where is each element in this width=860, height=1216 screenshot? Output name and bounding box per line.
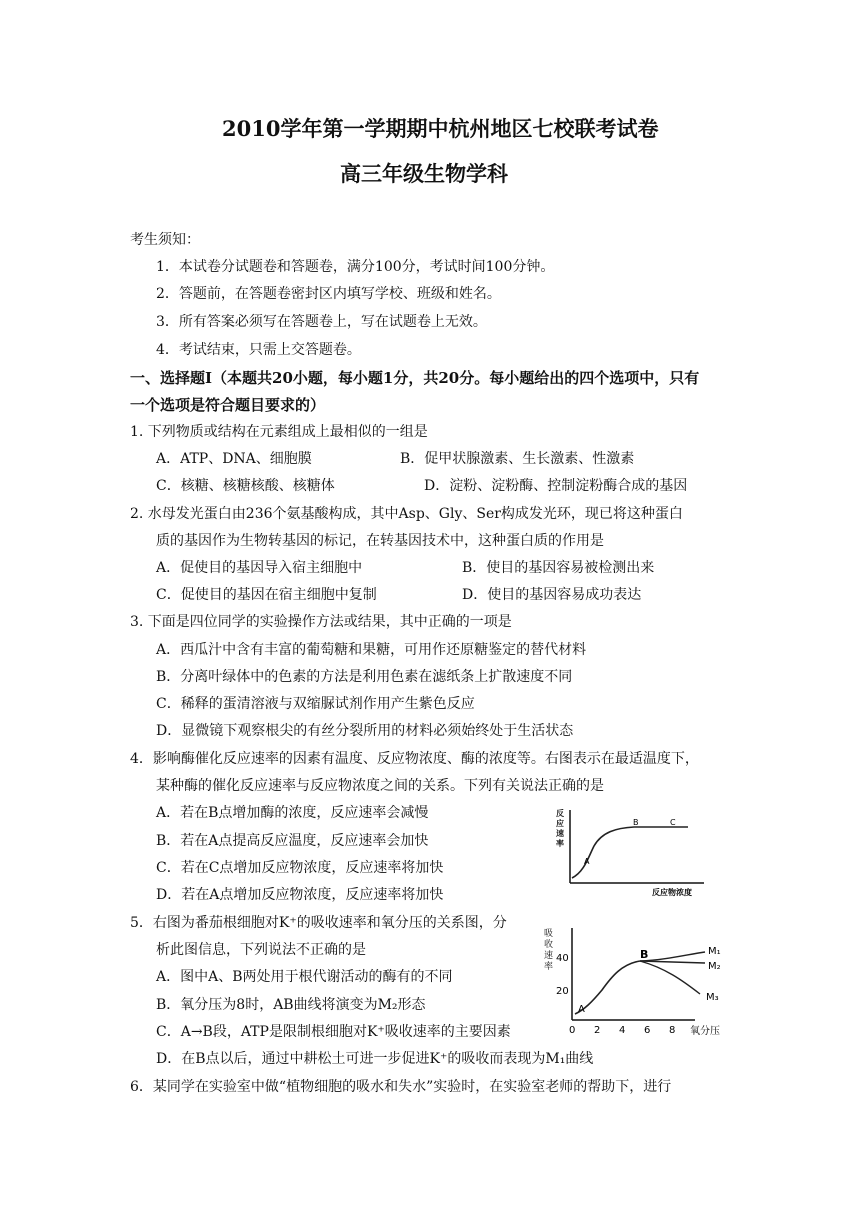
option-b: B．促甲状腺激素、生长激素、性激素 [400, 451, 635, 467]
question-stem: 3. 下面是四位同学的实验操作方法或结果，其中正确的一项是 [130, 614, 512, 630]
m2-label: M₂ [708, 961, 721, 972]
y-axis-label-char: 速 [556, 829, 564, 838]
option-c: C．促使目的基因在宿主细胞中复制 [156, 587, 377, 603]
k-absorption-figure [540, 924, 730, 1044]
notice-item: 3．所有答案必须写在答题卷上，写在试题卷上无效。 [156, 314, 487, 330]
y-tick-label: 40 [556, 953, 569, 964]
option-c: C．核糖、核糖核酸、核糖体 [156, 478, 335, 494]
point-b-label: B [633, 818, 639, 827]
question-stem: 6．某同学在实验室中做“植物细胞的吸水和失水”实验时，在实验室老师的帮助下，进行 [130, 1079, 672, 1095]
option-d: D．使目的基因容易成功表达 [462, 587, 642, 603]
x-tick-label: 8 [669, 1025, 676, 1036]
page-subtitle: 高三年级生物学科 [340, 161, 508, 186]
notice-item: 2．答题前，在答题卷密封区内填写学校、班级和姓名。 [156, 286, 501, 302]
option-b: B．使目的基因容易被检测出来 [462, 560, 655, 576]
curve-m1 [640, 952, 705, 961]
rate-curve [572, 827, 688, 878]
x-tick-label: 0 [569, 1025, 576, 1036]
option-a: A．ATP、DNA、细胞膜 [156, 451, 312, 467]
y-tick-label: 20 [556, 986, 569, 997]
question-stem: 1. 下列物质或结构在元素组成上最相似的一组是 [130, 424, 428, 440]
question-stem: 5．右图为番茄根细胞对K⁺的吸收速率和氧分压的关系图，分 [130, 915, 507, 931]
notice-item: 4．考试结束，只需上交答题卷。 [156, 342, 361, 358]
question-stem: 4．影响酶催化反应速率的因素有温度、反应物浓度、酶的浓度等。右图表示在最适温度下， [130, 751, 699, 767]
question-stem: 2. 水母发光蛋白由236个氨基酸构成，其中Asp、Gly、Ser构成发光环，现已将这种蛋白 [130, 506, 683, 522]
m1-label: M₁ [708, 946, 721, 957]
y-axis-label-char: 应 [556, 819, 564, 828]
question-stem-cont: 质的基因作为生物转基因的标记，在转基因技术中，这种蛋白质的作用是 [156, 533, 604, 549]
x-axis-label: 反应物浓度 [652, 888, 692, 897]
curve-m2 [640, 961, 705, 963]
point-c-label: C [670, 818, 676, 827]
option-d: D．若在A点增加反应物浓度，反应速率将加快 [156, 887, 444, 903]
option-a: A．图中A、B两处用于根代谢活动的酶有的不同 [156, 969, 453, 985]
page-title: 2010学年第一学期期中杭州地区七校联考试卷 [222, 116, 659, 141]
point-a-label: A [578, 1004, 585, 1015]
question-stem-cont: 析此图信息，下列说法不正确的是 [156, 942, 366, 958]
m3-label: M₃ [706, 992, 719, 1003]
enzyme-rate-figure [556, 806, 706, 898]
x-axis-label: 氧分压 [690, 1026, 720, 1037]
option-a: A．若在B点增加酶的浓度，反应速率会减慢 [156, 805, 429, 821]
option-d: D．在B点以后，通过中耕松土可进一步促进K⁺的吸收而表现为M₁曲线 [156, 1051, 594, 1067]
option-a: A．促使目的基因导入宿主细胞中 [156, 560, 363, 576]
y-axis-label-char: 反 [556, 809, 564, 818]
option-b: B．若在A点提高反应温度，反应速率会加快 [156, 833, 429, 849]
y-axis-label-char: 率 [556, 839, 564, 848]
x-tick-label: 6 [644, 1025, 651, 1036]
option-b: B．氧分压为8时，AB曲线将演变为M₂形态 [156, 997, 426, 1013]
curve-m3 [640, 961, 700, 994]
point-a-label: A [584, 857, 590, 866]
question-stem-cont: 某种酶的催化反应速率与反应物浓度之间的关系。下列有关说法正确的是 [156, 778, 604, 794]
notice-heading: 考生须知： [130, 232, 200, 248]
point-b-label: B [640, 948, 649, 961]
y-axis-label-char: 收 [544, 940, 554, 950]
section-heading-cont: 一个选项是符合题目要求的） [130, 396, 326, 414]
y-axis-label-char: 率 [544, 962, 554, 972]
option-d: D．显微镜下观察根尖的有丝分裂所用的材料必须始终处于生活状态 [156, 723, 574, 739]
section-heading: 一、选择题Ⅰ（本题共20小题，每小题1分，共20分。每小题给出的四个选项中，只有 [130, 369, 700, 387]
option-c: C．若在C点增加反应物浓度，反应速率将加快 [156, 860, 444, 876]
notice-item: 1．本试卷分试题卷和答题卷，满分100分，考试时间100分钟。 [156, 259, 555, 275]
option-b: B．分离叶绿体中的色素的方法是利用色素在滤纸条上扩散速度不同 [156, 669, 573, 685]
x-tick-label: 2 [594, 1025, 601, 1036]
y-axis-label-char: 吸 [544, 929, 554, 939]
option-c: C．A→B段，ATP是限制根细胞对K⁺吸收速率的主要因素 [156, 1024, 511, 1040]
y-axis-label-char: 速 [544, 951, 554, 961]
option-d: D．淀粉、淀粉酶、控制淀粉酶合成的基因 [424, 478, 688, 494]
option-c: C．稀释的蛋清溶液与双缩脲试剂作用产生紫色反应 [156, 696, 475, 712]
x-tick-label: 4 [619, 1025, 626, 1036]
option-a: A．西瓜汁中含有丰富的葡萄糖和果糖，可用作还原糖鉴定的替代材料 [156, 642, 587, 658]
